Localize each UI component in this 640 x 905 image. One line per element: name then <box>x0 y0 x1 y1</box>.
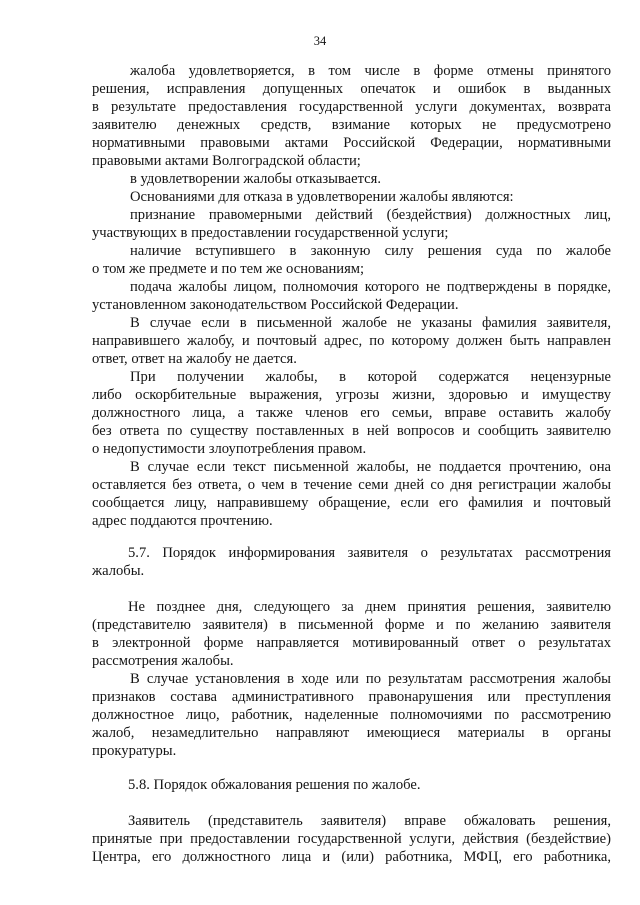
text-line: признаков состава административного правонарушения или преступления <box>92 689 611 705</box>
text-line: нормативными правовыми актами Российской Федерации, нормативными <box>92 135 611 151</box>
page-number: 34 <box>313 34 327 48</box>
text-line: заявителю денежных средств, взимание которых не предусмотрено <box>92 117 611 133</box>
text-line: сообщается лицу, направившему обращение, если его фамилия и почтовый <box>92 495 611 511</box>
text-line: направившего жалобу, и почтовый адрес, по которому должен быть направлен <box>92 333 611 349</box>
text-line: В случае установления в ходе или по результатам рассмотрения жалобы <box>130 671 611 687</box>
text-line: жалоба удовлетворяется, в том числе в форме отмены принятого <box>130 63 611 79</box>
section-heading-cont: жалобы. <box>92 563 145 579</box>
text-line: должностное лицо, работник, наделенные полномочиями по рассмотрению <box>92 707 611 723</box>
text-line: В случае если в письменной жалобе не указаны фамилия заявителя, <box>130 315 611 331</box>
section-heading: 5.7. Порядок информирования заявителя о результатах рассмотрения <box>128 545 611 561</box>
text-line: жалоб, незамедлительно направляют имеющиеся материалы в органы <box>92 725 611 741</box>
text-line: участвующих в предоставлении государственной услуги; <box>92 225 449 241</box>
section-heading: 5.8. Порядок обжалования решения по жалобе. <box>128 777 421 793</box>
text-line: в удовлетворении жалобы отказывается. <box>130 171 382 187</box>
text-line: Не позднее дня, следующего за днем принятия решения, заявителю <box>128 599 611 615</box>
text-line: в электронной форме направляется мотивированный ответ о результатах <box>92 635 611 651</box>
text-line: Основаниями для отказа в удовлетворении жалобы являются: <box>130 189 514 205</box>
text-line: При получении жалобы, в которой содержатся нецензурные <box>130 369 611 385</box>
text-line: подача жалобы лицом, полномочия которого не подтверждены в порядке, <box>130 279 611 295</box>
text-line: должностного лица, а также членов его семьи, вправе оставить жалобу <box>92 405 611 421</box>
text-line: Заявитель (представитель заявителя) вправе обжаловать решения, <box>128 813 611 829</box>
text-line: решения, исправления допущенных опечаток и ошибок в выданных <box>92 81 611 97</box>
text-line: признание правомерными действий (бездействия) должностных лиц, <box>130 207 611 223</box>
text-line: без ответа по существу поставленных в ней вопросов и сообщить заявителю <box>92 423 611 439</box>
text-line: установленном законодательством Российской Федерации. <box>92 297 459 313</box>
text-line: ответ, ответ на жалобу не дается. <box>92 351 297 367</box>
text-line: В случае если текст письменной жалобы, не поддается прочтению, она <box>130 459 611 475</box>
text-line: о том же предмете и по тем же основаниям; <box>92 261 365 277</box>
text-line: оставляется без ответа, о чем в течение семи дней со дня регистрации жалобы <box>92 477 611 493</box>
text-line: наличие вступившего в законную силу решения суда по жалобе <box>130 243 611 259</box>
text-line: прокуратуры. <box>92 743 177 759</box>
text-line: Центра, его должностного лица и (или) работника, МФЦ, его работника, <box>92 849 611 865</box>
text-line: в результате предоставления государственной услуги документах, возврата <box>92 99 611 115</box>
text-line: адрес поддаются прочтению. <box>92 513 273 529</box>
text-line: правовыми актами Волгоградской области; <box>92 153 361 169</box>
text-line: о недопустимости злоупотребления правом. <box>92 441 367 457</box>
text-line: (представителю заявителя) в письменной форме и по желанию заявителя <box>92 617 611 633</box>
text-line: либо оскорбительные выражения, угрозы жизни, здоровью и имуществу <box>92 387 611 403</box>
text-line: принятые при предоставлении государственной услуги, действия (бездействие) <box>92 831 611 847</box>
text-line: рассмотрения жалобы. <box>92 653 234 669</box>
